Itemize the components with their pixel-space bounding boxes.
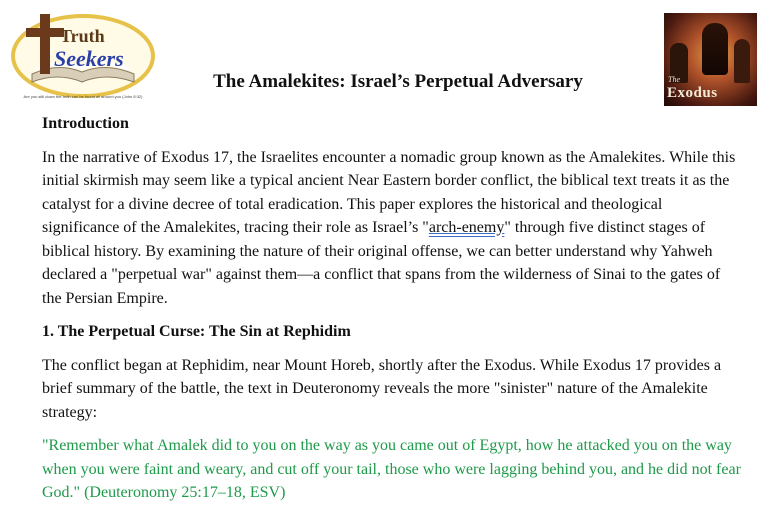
- cover-title: Exodus: [667, 85, 718, 101]
- logo-motto: Are you still down the truth can be found all around you (John 8:32): [23, 94, 143, 99]
- document-body: [42, 112, 742, 505]
- section1-heading: 1. The Perpetual Curse: The Sin at Rephidim: [42, 323, 351, 340]
- intro-paragraph: [42, 146, 742, 311]
- intro-text-after: " through five distinct stages of biblical history. By examining the nature of their original offense, we can better understand why Yahweh declared a "perpetual war" against them—a conflict that spans from the wilderness of Sinai to the gates of the Persian Empire.: [42, 219, 721, 307]
- document-title: The Amalekites: Israel’s Perpetual Adversary: [213, 71, 583, 92]
- logo-word-bottom: Seekers: [54, 46, 124, 71]
- logo-word-top: Truth: [60, 26, 105, 46]
- cover-small-text: The: [668, 75, 680, 84]
- intro-heading: Introduction: [42, 115, 129, 132]
- intro-text-before: In the narrative of Exodus 17, the Israelites encounter a nomadic group known as the Amalekites. While this initial skirmish may seem like a typical ancient Near Eastern border conflict, the biblical text treats it as the catalyst for a divine decree of total eradication. This paper explores the historical and theological significance of the Amalekites, tracing their role as Israel’s ": [42, 148, 736, 236]
- scripture-quote: "Remember what Amalek did to you on the way as you came out of Egypt, how he attacked you on the way when you were faint and weary, and cut off your tail, those who were lagging behind you, and he did not fear God." (Deuteronomy 25:17–18, ESV): [42, 437, 741, 501]
- arch-enemy-link[interactable]: arch-enemy: [428, 219, 505, 236]
- section1-paragraph: The conflict began at Rephidim, near Mount Horeb, shortly after the Exodus. While Exodus 17 provides a brief summary of the battle, the text in Deuteronomy reveals the more "sinister" nature of the Amalekite strategy:: [42, 356, 722, 421]
- cover-figure-center: [702, 23, 728, 75]
